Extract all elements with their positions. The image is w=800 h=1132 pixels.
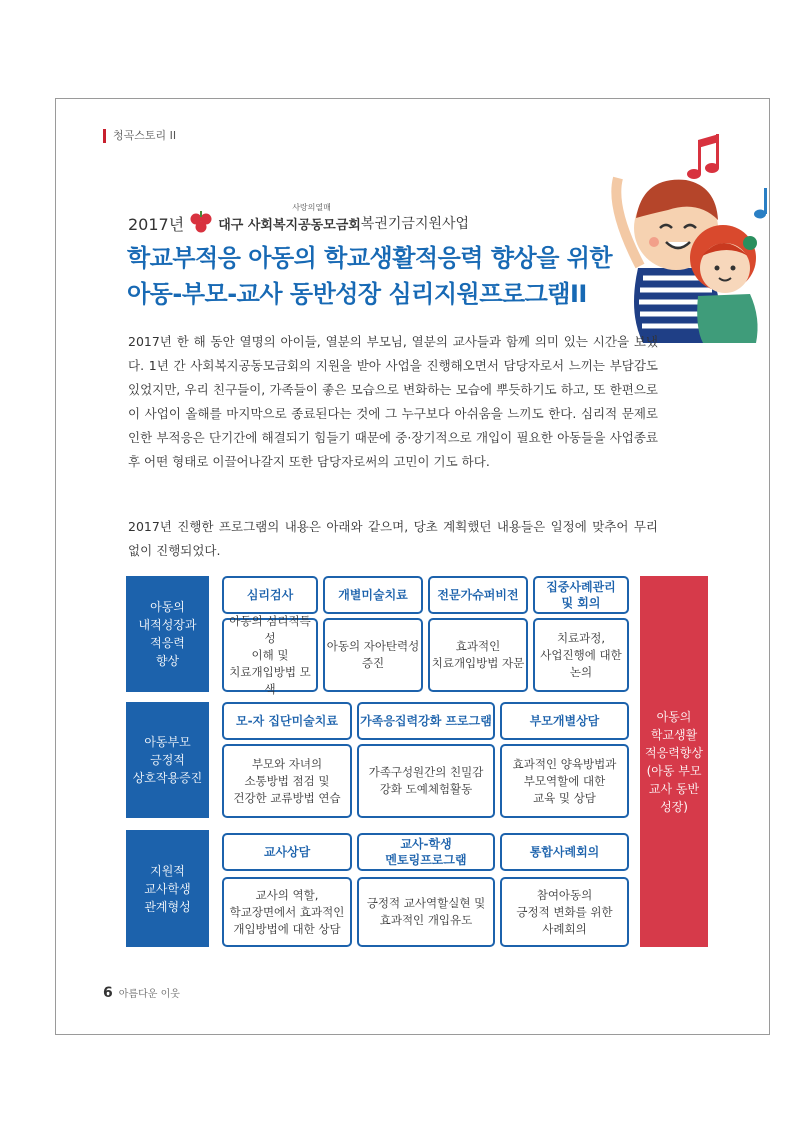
row-label-child: 아동의 내적성장과 적응력 향상 (126, 576, 209, 692)
program-desc-mother-child: 부모와 자녀의 소통방법 점검 및 건강한 교류방법 연습 (222, 744, 352, 818)
program-title-mentoring: 교사-학생 멘토링프로그램 (357, 833, 495, 871)
page-footer (103, 985, 180, 1001)
fund-program-label: 복권기금지원사업 (360, 216, 470, 232)
program-title-art-therapy: 개별미술치료 (323, 576, 423, 614)
love-fruit-logo-icon (188, 210, 214, 236)
program-desc-art-therapy: 아동의 자아탄력성 증진 (323, 618, 423, 692)
page-number: 6 (103, 985, 113, 1001)
program-desc-parent-counsel: 효과적인 양육방법과 부모역할에 대한 교육 및 상담 (500, 744, 629, 818)
body-paragraph-2: 2017년 진행한 프로그램의 내용은 아래와 같으며, 당초 계획했던 내용들은 일정에 맞추어 무리 없이 진행되었다. (128, 519, 658, 558)
program-desc-family: 가족구성원간의 친밀감 강화 도예체험활동 (357, 744, 495, 818)
program-desc-teacher-counsel: 교사의 역할, 학교장면에서 효과적인 개입방법에 대한 상담 (222, 877, 352, 947)
title-line-1: 학교부적응 아동의 학교생활적응력 향상을 위한 (127, 244, 613, 272)
children-illustration (598, 118, 778, 343)
program-title-mother-child: 모-자 집단미술치료 (222, 702, 352, 740)
outcome-box: 아동의 학교생활 적응력향상 (아동 부모 교사 동반 성장) (640, 576, 708, 947)
organization-name (218, 202, 361, 233)
program-title-psych-test: 심리검사 (222, 576, 318, 614)
music-note-icon (754, 188, 767, 219)
year-label: 2017년 (128, 214, 185, 234)
title-line-2: 아동-부모-교사 동반성장 심리지원프로그램II (127, 280, 587, 308)
program-desc-psych-test: 아동의 심리적특성 이해 및 치료개입방법 모색 (222, 618, 318, 692)
program-desc-mentoring: 긍정적 교사역할실현 및 효과적인 개입유도 (357, 877, 495, 947)
program-desc-case-mgmt: 치료과정, 사업진행에 대한 논의 (533, 618, 629, 692)
program-subheading (128, 202, 470, 236)
org-superscript: 사랑의열매 (292, 202, 331, 212)
org-label: 대구 사회복지공동모금회 (218, 217, 361, 233)
section-tag: 청곡스토리 II (103, 129, 176, 143)
program-title-case-meeting: 통합사례회의 (500, 833, 629, 871)
program-desc-supervision: 효과적인 치료개입방법 자문 (428, 618, 528, 692)
program-title-family: 가족응집력강화 프로그램 (357, 702, 495, 740)
magazine-name: 아름다운 이웃 (118, 989, 180, 1000)
music-note-icon (687, 134, 719, 179)
row-label-teacher: 지원적 교사학생 관계형성 (126, 830, 209, 947)
body-paragraph-1: 2017년 한 해 동안 열명의 아이들, 열분의 부모님, 열분의 교사들과 함께 의미 있는 시간을 보냈다. 1년 간 사회복지공동모금회의 지원을 받아 사업을 진행해오면서 담당자로서 느끼는 부담감도 있었지만, 우리 친구들이, 가족들이 좋은 모습으로 변화하는 모습에 뿌듯하기도 하고, 또 한편으로 이 사업이 올해를 마지막으로 종료된다는 것에 그 누구보다 아쉬움을 느끼도 한다. 심리적 문제로 인한 부적응은 단기간에 해결되기 힘들기 때문에 중·장기적으로 개입이 필요한 아동들을 사업종료 후 어떤 형태로 이끌어나갈지 또한 담당자로써의 고민이 기도 하다. (128, 334, 658, 469)
program-title-case-mgmt: 집중사례관리 및 회의 (533, 576, 629, 614)
page-title (127, 240, 612, 312)
row-label-parent: 아동부모 긍정적 상호작용증진 (126, 702, 209, 818)
program-title-supervision: 전문가슈퍼비전 (428, 576, 528, 614)
program-title-parent-counsel: 부모개별상담 (500, 702, 629, 740)
program-desc-case-meeting: 참여아동의 긍정적 변화를 위한 사례회의 (500, 877, 629, 947)
program-title-teacher-counsel: 교사상담 (222, 833, 352, 871)
